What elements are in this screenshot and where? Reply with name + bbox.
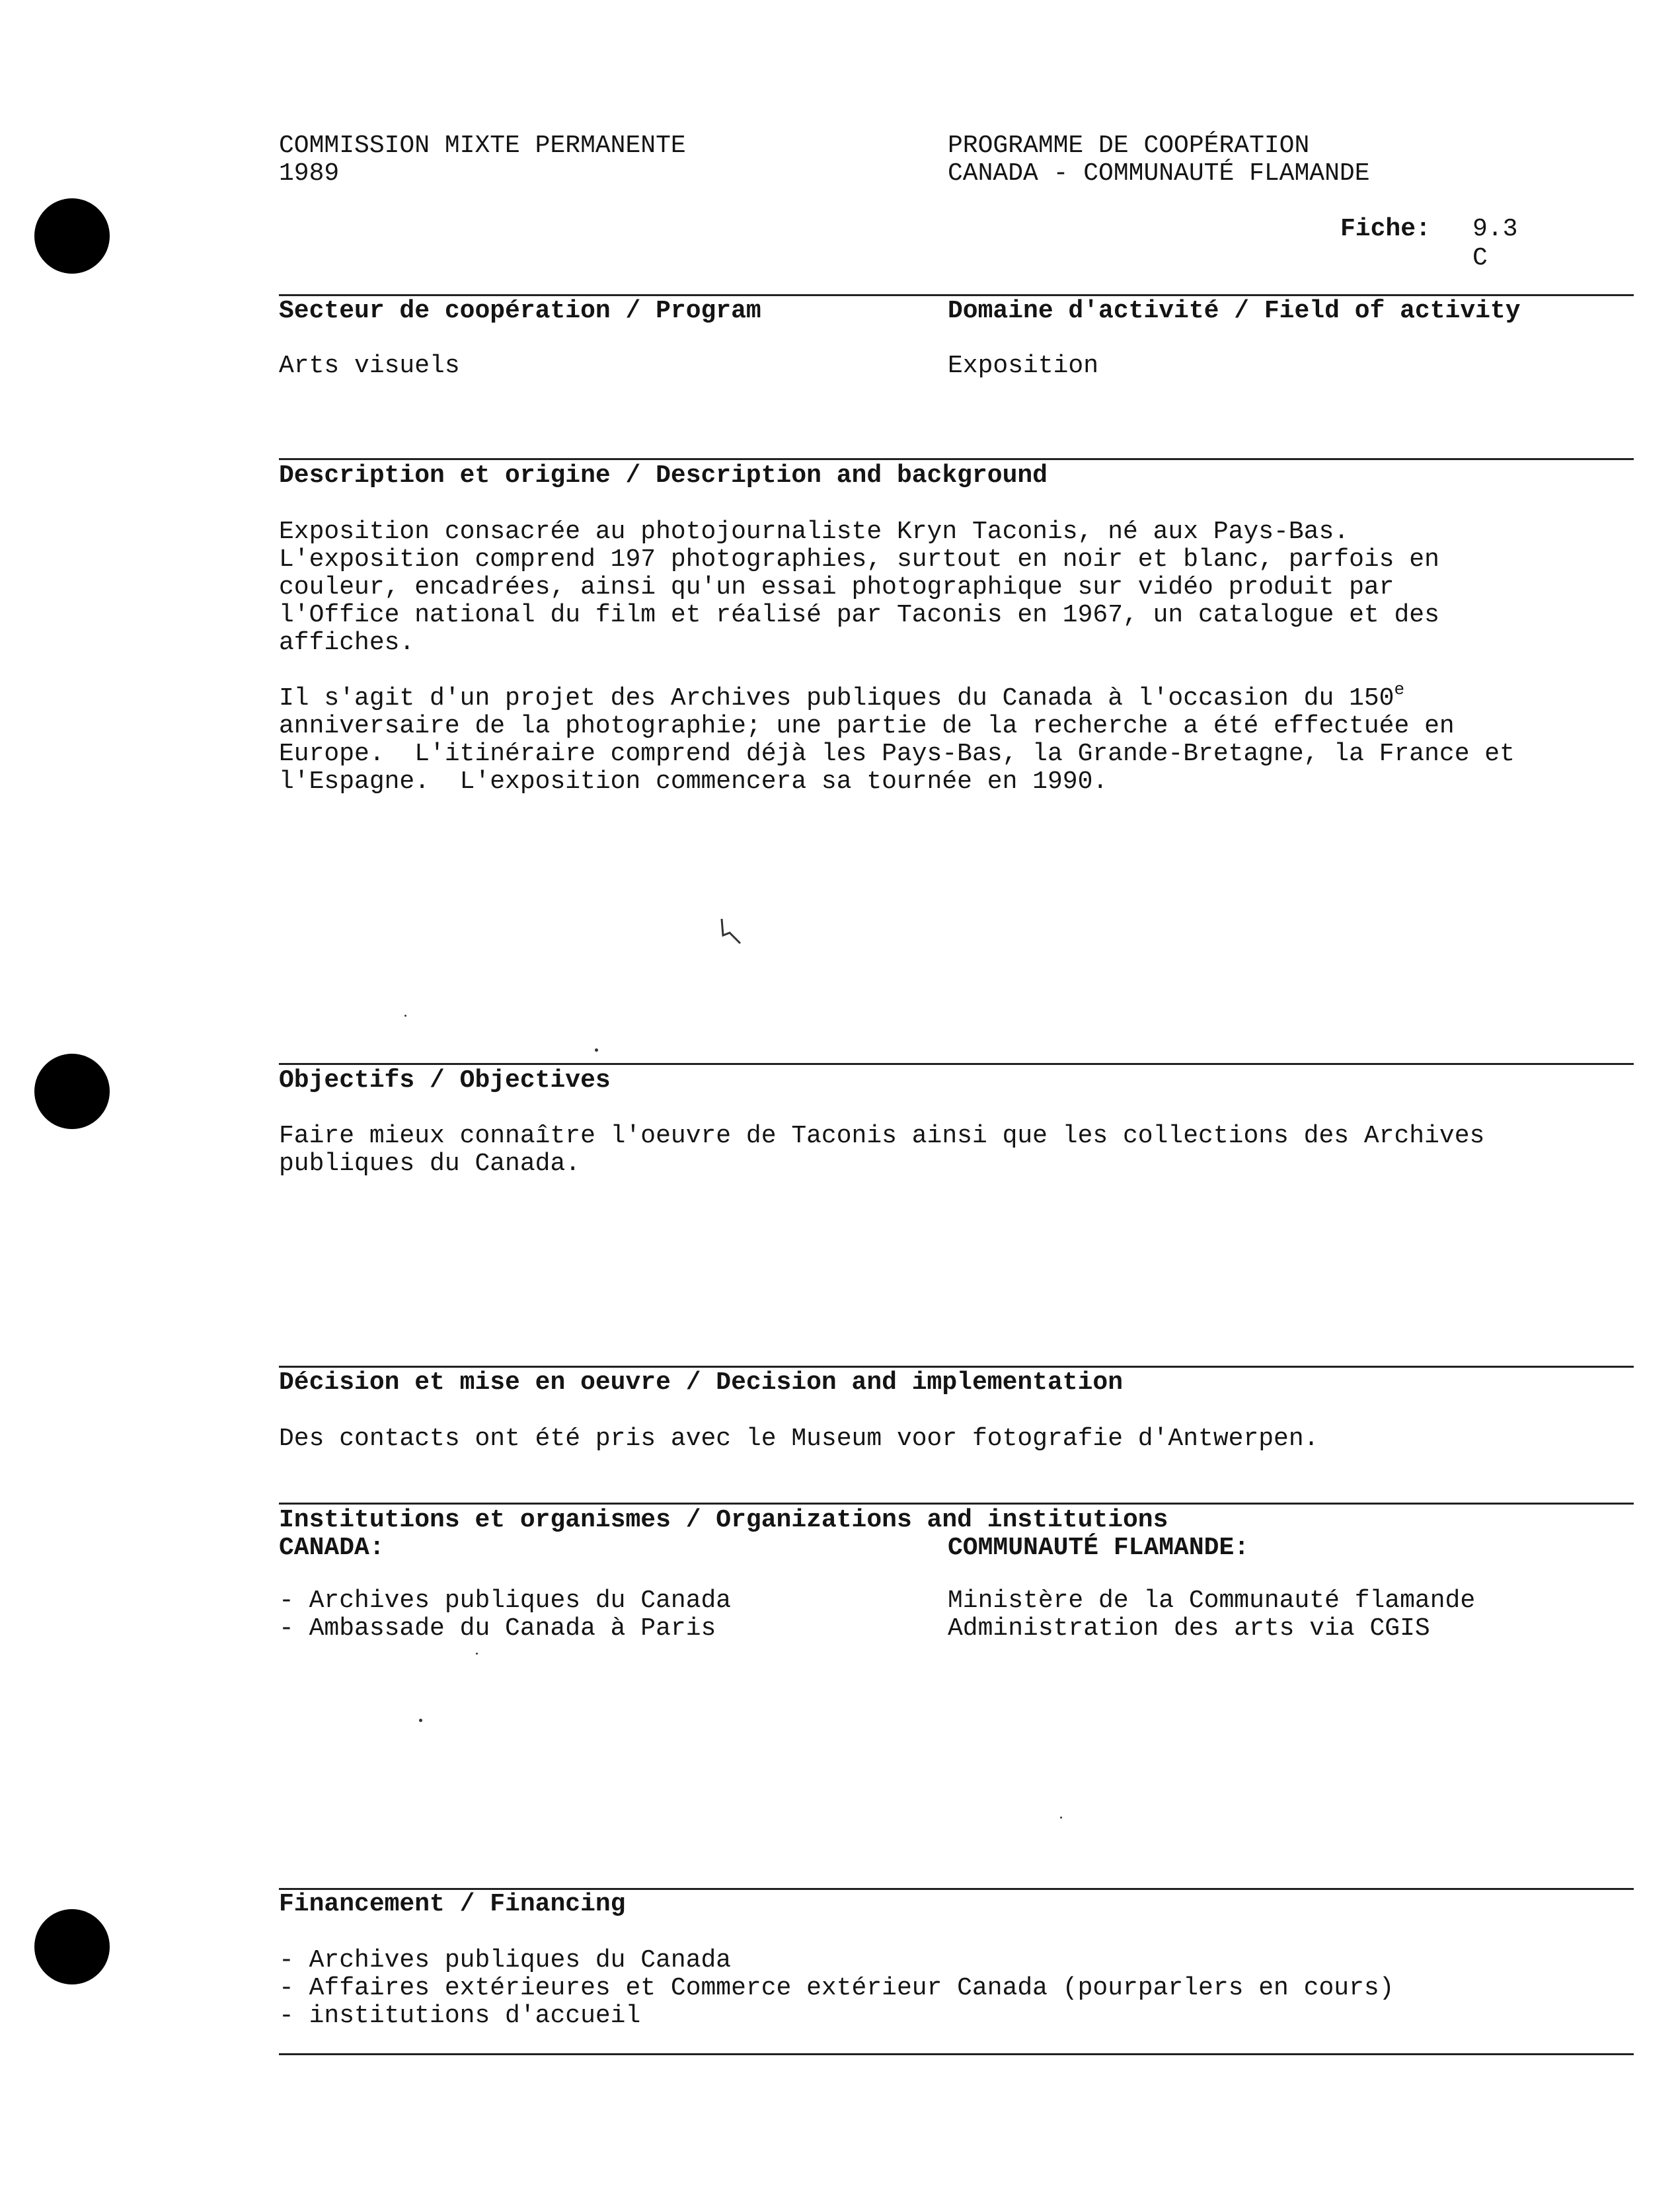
sector-heading: Secteur de coopération / Program — [279, 297, 761, 325]
programme-subtitle: CANADA - COMMUNAUTÉ FLAMANDE — [948, 159, 1370, 188]
scan-speck — [1060, 1817, 1062, 1819]
description-para1-line: L'exposition comprend 197 photographies, surtout en noir et blanc, parfois en — [279, 545, 1439, 574]
rule-description — [279, 458, 1634, 460]
description-heading: Description et origine / Description and background — [279, 461, 1048, 490]
binder-hole-bottom — [34, 1909, 110, 1984]
binder-hole-top — [34, 198, 110, 274]
flemish-institution-item: Administration des arts via CGIS — [948, 1614, 1430, 1643]
rule-objectives — [279, 1063, 1634, 1065]
commission-year: 1989 — [279, 159, 340, 188]
scan-speck — [419, 1719, 422, 1722]
flemish-institution-item: Ministère de la Communauté flamande — [948, 1587, 1476, 1615]
sector-value: Arts visuels — [279, 352, 460, 380]
description-para2-line — [279, 680, 1405, 714]
rule-institutions — [279, 1503, 1634, 1505]
fiche-label: Fiche: — [1340, 215, 1431, 243]
description-para1-line: Exposition consacrée au photojournaliste Kryn Taconis, né aux Pays-Bas. — [279, 518, 1350, 546]
decision-text: Des contacts ont été pris avec le Museum voor fotografie d'Antwerpen. — [279, 1425, 1319, 1453]
pen-mark — [714, 916, 753, 955]
canada-institution-item: - Ambassade du Canada à Paris — [279, 1614, 716, 1643]
description-para2-line: l'Espagne. L'exposition commencera sa tournée en 1990. — [279, 767, 1108, 796]
canada-label: CANADA: — [279, 1534, 385, 1562]
financing-heading: Financement / Financing — [279, 1890, 626, 1918]
commission-title: COMMISSION MIXTE PERMANENTE — [279, 132, 686, 160]
rule-bottom — [279, 2053, 1634, 2055]
financing-item: - Affaires extérieures et Commerce extérieur Canada (pourparlers en cours) — [279, 1974, 1394, 2002]
rule-sector — [279, 294, 1634, 296]
field-value: Exposition — [948, 352, 1099, 380]
decision-heading: Décision et mise en oeuvre / Decision and implementation — [279, 1368, 1124, 1397]
description-para2-text: Il s'agit d'un projet des Archives publiques du Canada à l'occasion du 150 — [279, 684, 1394, 713]
canada-institution-item: - Archives publiques du Canada — [279, 1587, 732, 1615]
binder-hole-middle — [34, 1054, 110, 1129]
description-para2-line: Europe. L'itinéraire comprend déjà les Pays-Bas, la Grande-Bretagne, la France et — [279, 740, 1515, 768]
description-para2-line: anniversaire de la photographie; une partie de la recherche a été effectuée en — [279, 712, 1455, 740]
description-para1-line: couleur, encadrées, ainsi qu'un essai photographique sur vidéo produit par — [279, 573, 1394, 602]
fiche-number: 9.3 — [1472, 215, 1518, 243]
scan-speck — [476, 1653, 478, 1655]
scan-speck — [404, 1015, 406, 1017]
description-para1-line: l'Office national du film et réalisé par Taconis en 1967, un catalogue et des — [279, 601, 1439, 629]
rule-decision — [279, 1366, 1634, 1368]
description-para1-line: affiches. — [279, 629, 415, 657]
fiche-letter: C — [1472, 244, 1488, 272]
objectives-heading: Objectifs / Objectives — [279, 1066, 611, 1095]
financing-item: - institutions d'accueil — [279, 2002, 641, 2030]
financing-item: - Archives publiques du Canada — [279, 1946, 732, 1975]
objectives-line: publiques du Canada. — [279, 1150, 581, 1178]
field-heading: Domaine d'activité / Field of activity — [948, 297, 1521, 325]
scan-speck — [595, 1048, 598, 1052]
programme-title: PROGRAMME DE COOPÉRATION — [948, 132, 1310, 160]
flemish-label: COMMUNAUTÉ FLAMANDE: — [948, 1534, 1250, 1562]
ordinal-superscript: e — [1394, 680, 1405, 699]
institutions-heading: Institutions et organismes / Organizations and institutions — [279, 1506, 1168, 1534]
objectives-line: Faire mieux connaître l'oeuvre de Taconis ainsi que les collections des Archives — [279, 1122, 1485, 1150]
